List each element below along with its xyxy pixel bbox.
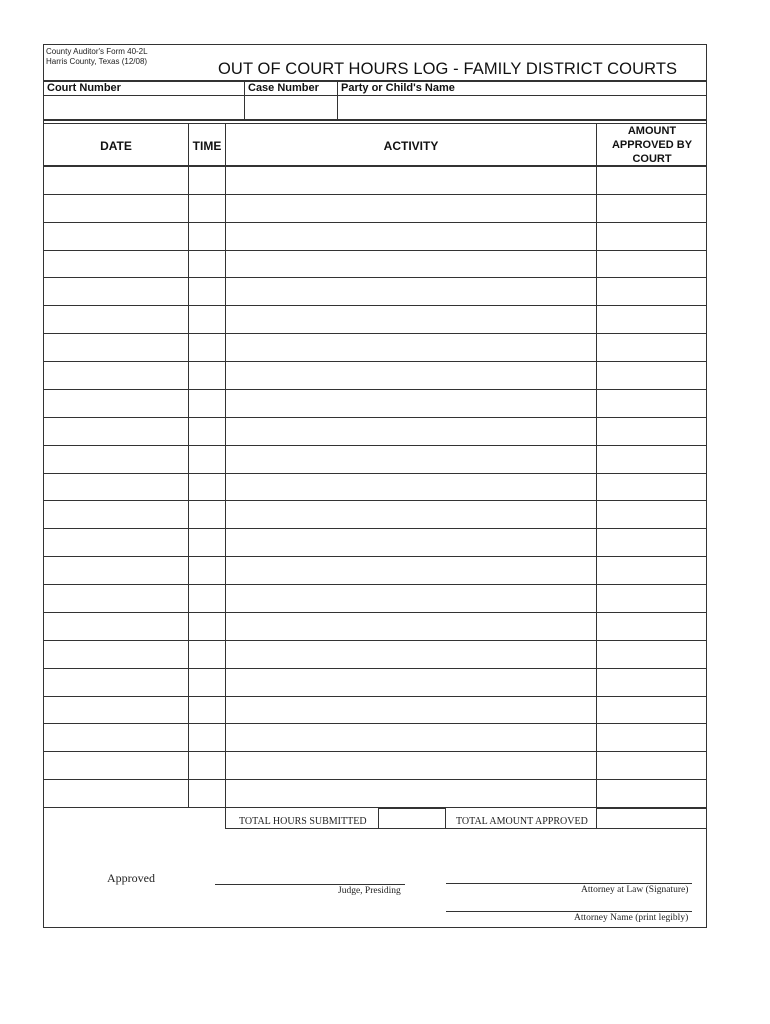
amount-cell[interactable] bbox=[597, 669, 707, 696]
amount-cell[interactable] bbox=[597, 446, 707, 473]
activity-cell[interactable] bbox=[226, 752, 596, 779]
time-cell[interactable] bbox=[189, 195, 225, 222]
row-divider bbox=[43, 389, 707, 390]
row-divider bbox=[43, 250, 707, 251]
row-divider bbox=[43, 640, 707, 641]
row-divider bbox=[43, 333, 707, 334]
date-cell[interactable] bbox=[44, 167, 188, 194]
activity-cell[interactable] bbox=[226, 418, 596, 445]
row-divider bbox=[43, 751, 707, 752]
date-column-header: DATE bbox=[100, 139, 132, 153]
date-cell[interactable] bbox=[44, 669, 188, 696]
amount-cell[interactable] bbox=[597, 585, 707, 612]
amount-cell[interactable] bbox=[597, 223, 707, 250]
time-cell[interactable] bbox=[189, 251, 225, 278]
activity-cell[interactable] bbox=[226, 585, 596, 612]
time-cell[interactable] bbox=[189, 362, 225, 389]
total-hours-label: TOTAL HOURS SUBMITTED bbox=[239, 816, 367, 827]
time-cell[interactable] bbox=[189, 585, 225, 612]
form-code-line1: County Auditor's Form 40-2L bbox=[46, 47, 148, 56]
row-divider bbox=[43, 222, 707, 223]
date-cell[interactable] bbox=[44, 474, 188, 501]
court-number-label: Court Number bbox=[47, 82, 121, 94]
date-cell[interactable] bbox=[44, 306, 188, 333]
date-cell[interactable] bbox=[44, 641, 188, 668]
amount-cell[interactable] bbox=[597, 697, 707, 724]
date-cell[interactable] bbox=[44, 724, 188, 751]
attorney-name-line[interactable] bbox=[446, 911, 692, 912]
time-cell[interactable] bbox=[189, 418, 225, 445]
case-number-label: Case Number bbox=[248, 82, 319, 94]
time-cell[interactable] bbox=[189, 752, 225, 779]
activity-cell[interactable] bbox=[226, 780, 596, 807]
amount-cell[interactable] bbox=[597, 167, 707, 194]
judge-signature-line[interactable] bbox=[215, 884, 405, 885]
time-cell[interactable] bbox=[189, 334, 225, 361]
row-divider bbox=[43, 473, 707, 474]
row-divider bbox=[43, 445, 707, 446]
amount-column-header bbox=[597, 124, 707, 166]
activity-cell[interactable] bbox=[226, 669, 596, 696]
activity-cell[interactable] bbox=[226, 167, 596, 194]
amount-cell[interactable] bbox=[597, 195, 707, 222]
table-top-rule bbox=[43, 119, 707, 121]
row-divider bbox=[43, 305, 707, 306]
date-cell[interactable] bbox=[44, 446, 188, 473]
date-cell[interactable] bbox=[44, 418, 188, 445]
row-divider bbox=[43, 528, 707, 529]
date-cell[interactable] bbox=[44, 251, 188, 278]
amount-cell[interactable] bbox=[597, 780, 707, 807]
form-title: OUT OF COURT HOURS LOG - FAMILY DISTRICT COURTS bbox=[218, 60, 678, 78]
row-divider bbox=[43, 696, 707, 697]
total-amount-label: TOTAL AMOUNT APPROVED bbox=[456, 816, 588, 827]
court-number-field[interactable] bbox=[44, 96, 244, 118]
amount-cell[interactable] bbox=[597, 251, 707, 278]
amount-cell[interactable] bbox=[597, 613, 707, 640]
case-number-field[interactable] bbox=[245, 96, 337, 118]
activity-cell[interactable] bbox=[226, 446, 596, 473]
row-divider bbox=[43, 556, 707, 557]
activity-cell[interactable] bbox=[226, 529, 596, 556]
activity-cell[interactable] bbox=[226, 557, 596, 584]
row-divider bbox=[43, 723, 707, 724]
row-divider bbox=[43, 779, 707, 780]
activity-cell[interactable] bbox=[226, 362, 596, 389]
amount-cell[interactable] bbox=[597, 752, 707, 779]
amount-cell[interactable] bbox=[597, 641, 707, 668]
time-cell[interactable] bbox=[189, 669, 225, 696]
row-divider bbox=[43, 277, 707, 278]
date-cell[interactable] bbox=[44, 390, 188, 417]
time-cell[interactable] bbox=[189, 557, 225, 584]
activity-column-header: ACTIVITY bbox=[383, 139, 439, 153]
approved-label: Approved bbox=[107, 871, 155, 885]
attorney-signature-label: Attorney at Law (Signature) bbox=[581, 885, 689, 895]
totals-bottom-rule bbox=[225, 828, 597, 829]
amount-cell[interactable] bbox=[597, 278, 707, 305]
date-cell[interactable] bbox=[44, 195, 188, 222]
amount-cell[interactable] bbox=[597, 529, 707, 556]
activity-cell[interactable] bbox=[226, 641, 596, 668]
amount-cell[interactable] bbox=[597, 557, 707, 584]
date-cell[interactable] bbox=[44, 529, 188, 556]
form-code bbox=[46, 47, 148, 67]
time-cell[interactable] bbox=[189, 446, 225, 473]
time-cell[interactable] bbox=[189, 613, 225, 640]
date-cell[interactable] bbox=[44, 613, 188, 640]
amount-header-line1: AMOUNT bbox=[627, 125, 677, 137]
attorney-signature-line[interactable] bbox=[446, 883, 692, 884]
row-divider bbox=[43, 194, 707, 195]
activity-cell[interactable] bbox=[226, 223, 596, 250]
activity-cell[interactable] bbox=[226, 390, 596, 417]
row-divider bbox=[43, 361, 707, 362]
activity-cell[interactable] bbox=[226, 724, 596, 751]
judge-label: Judge, Presiding bbox=[338, 886, 401, 896]
row-divider bbox=[43, 668, 707, 669]
activity-cell[interactable] bbox=[226, 697, 596, 724]
date-cell[interactable] bbox=[44, 334, 188, 361]
total-amount-box[interactable] bbox=[596, 808, 707, 829]
date-cell[interactable] bbox=[44, 780, 188, 807]
time-cell[interactable] bbox=[189, 697, 225, 724]
amount-cell[interactable] bbox=[597, 362, 707, 389]
amount-cell[interactable] bbox=[597, 418, 707, 445]
time-cell[interactable] bbox=[189, 167, 225, 194]
amount-header-line3: COURT bbox=[632, 153, 672, 165]
amount-cell[interactable] bbox=[597, 724, 707, 751]
date-cell[interactable] bbox=[44, 557, 188, 584]
party-name-field[interactable] bbox=[338, 96, 706, 118]
amount-cell[interactable] bbox=[597, 334, 707, 361]
time-cell[interactable] bbox=[189, 278, 225, 305]
row-divider bbox=[43, 584, 707, 585]
amount-cell[interactable] bbox=[597, 306, 707, 333]
date-cell[interactable] bbox=[44, 585, 188, 612]
time-cell[interactable] bbox=[189, 501, 225, 528]
amount-cell[interactable] bbox=[597, 501, 707, 528]
time-column-header: TIME bbox=[192, 139, 222, 153]
amount-cell[interactable] bbox=[597, 390, 707, 417]
activity-cell[interactable] bbox=[226, 306, 596, 333]
date-cell[interactable] bbox=[44, 501, 188, 528]
amount-header-line2: APPROVED BY bbox=[611, 139, 693, 151]
date-cell[interactable] bbox=[44, 278, 188, 305]
date-cell[interactable] bbox=[44, 223, 188, 250]
time-cell[interactable] bbox=[189, 390, 225, 417]
party-name-label: Party or Child's Name bbox=[341, 82, 455, 94]
time-cell[interactable] bbox=[189, 223, 225, 250]
time-cell[interactable] bbox=[189, 474, 225, 501]
activity-cell[interactable] bbox=[226, 613, 596, 640]
activity-cell[interactable] bbox=[226, 195, 596, 222]
activity-cell[interactable] bbox=[226, 334, 596, 361]
amount-cell[interactable] bbox=[597, 474, 707, 501]
time-cell[interactable] bbox=[189, 724, 225, 751]
date-cell[interactable] bbox=[44, 362, 188, 389]
time-cell[interactable] bbox=[189, 529, 225, 556]
activity-cell[interactable] bbox=[226, 278, 596, 305]
row-divider bbox=[43, 417, 707, 418]
activity-cell[interactable] bbox=[226, 474, 596, 501]
attorney-name-label: Attorney Name (print legibly) bbox=[574, 913, 689, 923]
time-cell[interactable] bbox=[189, 641, 225, 668]
time-cell[interactable] bbox=[189, 306, 225, 333]
row-divider bbox=[43, 500, 707, 501]
total-hours-box[interactable] bbox=[378, 808, 446, 829]
form-code-line2: Harris County, Texas (12/08) bbox=[46, 57, 148, 66]
activity-cell[interactable] bbox=[226, 501, 596, 528]
date-cell[interactable] bbox=[44, 752, 188, 779]
time-cell[interactable] bbox=[189, 780, 225, 807]
row-divider bbox=[43, 612, 707, 613]
activity-cell[interactable] bbox=[226, 251, 596, 278]
date-cell[interactable] bbox=[44, 697, 188, 724]
